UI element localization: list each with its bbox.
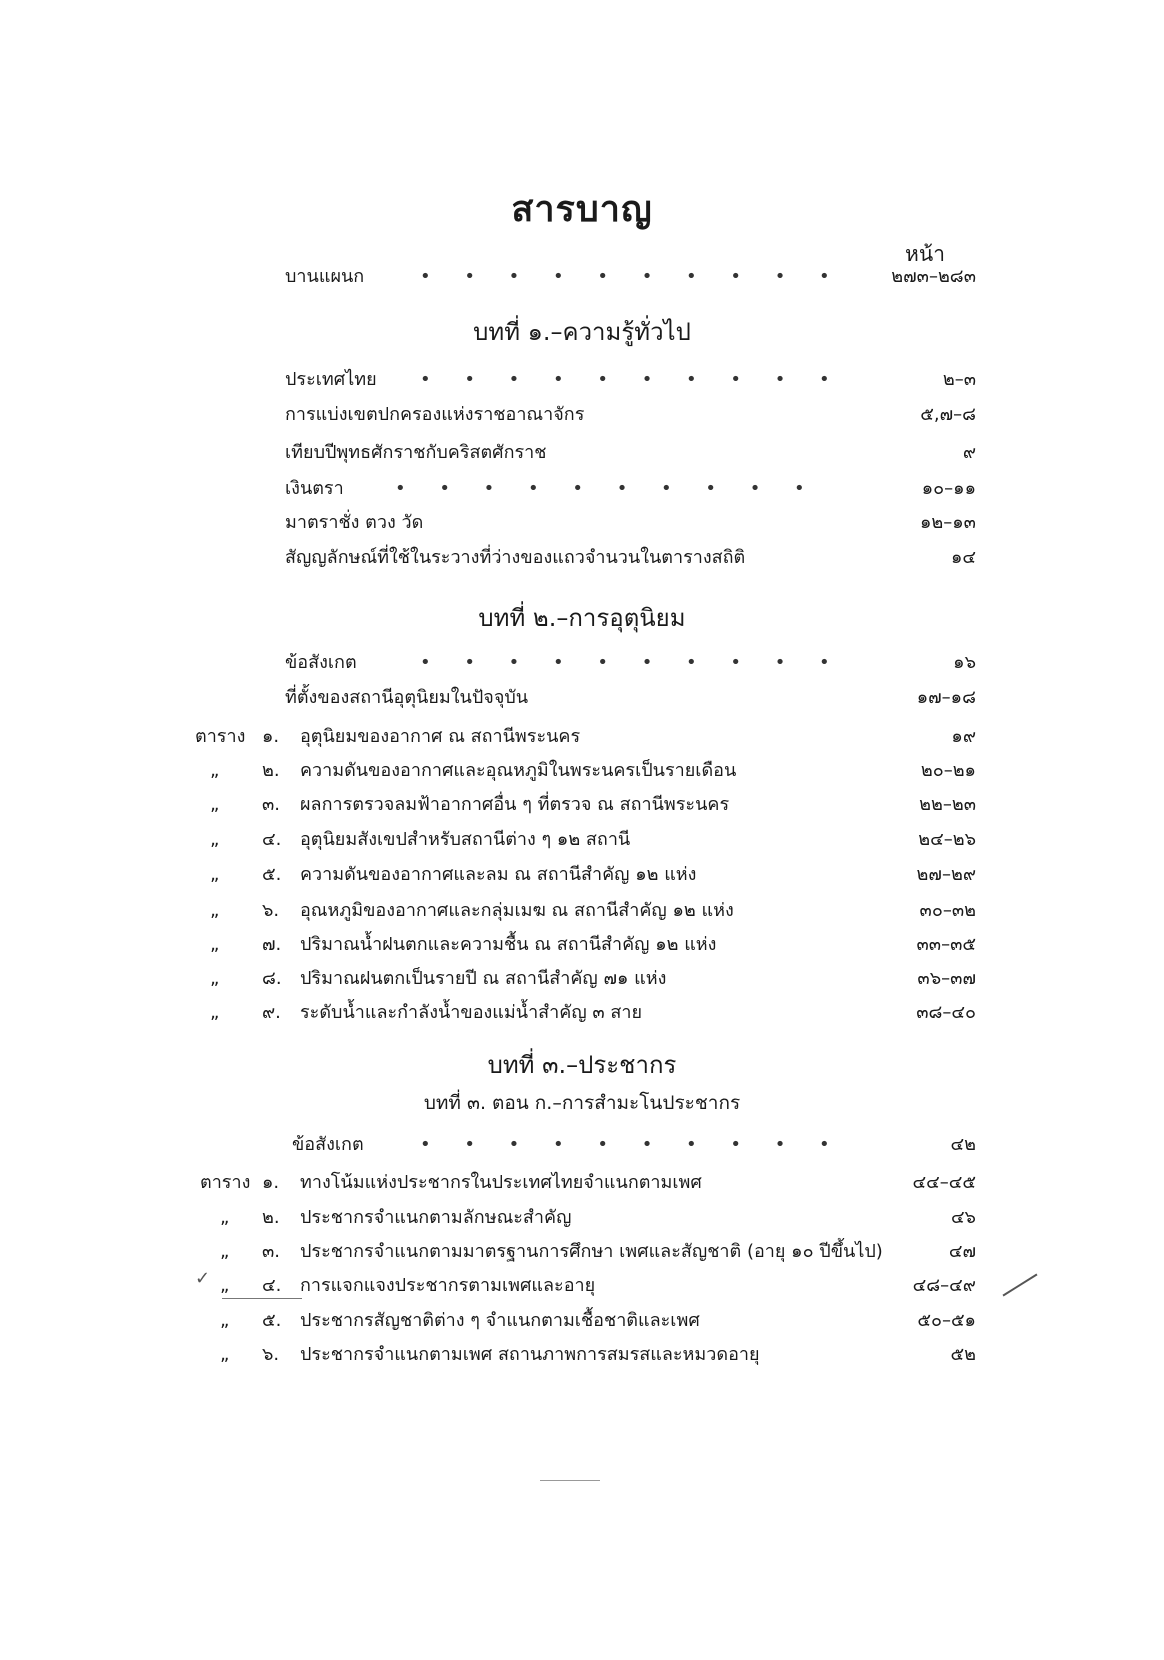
- leader-dots: • • • • • • • • • •: [420, 652, 844, 673]
- table-row: [0, 896, 1164, 926]
- chapter-3-heading: บทที่ ๓.–ประชากร: [487, 1051, 677, 1079]
- table-prefix: „: [220, 1275, 230, 1296]
- table-label: การแจกแจงประชากรตามเพศและอายุ: [300, 1275, 596, 1296]
- toc-page: ๓๘–๔๐: [916, 1002, 976, 1023]
- toc-page: ๑๔: [950, 547, 976, 568]
- table-label: ปริมาณน้ำฝนตกและความชื้น ณ สถานีสำคัญ ๑๒ แห่ง: [300, 934, 717, 955]
- table-prefix: „: [210, 934, 220, 955]
- toc-page: ๔๔–๔๕: [912, 1172, 976, 1193]
- table-prefix: „: [210, 1002, 220, 1023]
- table-number: ๖.: [262, 900, 280, 921]
- leader-dots: • • • • • • • • • •: [420, 1134, 844, 1155]
- table-prefix: „: [220, 1207, 230, 1228]
- toc-page: ๒๒–๒๓: [919, 794, 976, 815]
- table-row: [0, 756, 1164, 786]
- toc-page: ๕๒: [950, 1344, 976, 1365]
- table-number: ๒.: [262, 760, 280, 781]
- table-prefix: „: [210, 900, 220, 921]
- table-row: [0, 1237, 1164, 1267]
- toc-row: [0, 474, 1164, 504]
- toc-page: ๑๙: [951, 726, 976, 747]
- table-number: ๒.: [262, 1207, 280, 1228]
- table-number: ๗.: [262, 934, 282, 955]
- toc-label: เทียบปีพุทธศักราชกับคริสตศักราช: [285, 442, 547, 463]
- table-prefix: „: [210, 760, 220, 781]
- table-prefix: ตาราง: [195, 726, 246, 747]
- table-number: ๔.: [262, 829, 282, 850]
- leader-dots: • • • • • • • • • •: [395, 478, 819, 499]
- toc-page: ๒๐–๒๑: [920, 760, 976, 781]
- toc-row: [0, 365, 1164, 395]
- page-footer-rule: [540, 1480, 600, 1481]
- table-number: ๕.: [262, 864, 282, 885]
- table-prefix: „: [210, 829, 220, 850]
- toc-page: ๑๖: [953, 652, 976, 673]
- table-label: ประชากรจำแนกตามลักษณะสำคัญ: [300, 1207, 572, 1228]
- toc-row-intro: [0, 262, 1164, 292]
- toc-page: ๑๐–๑๑: [921, 478, 976, 499]
- table-prefix: „: [220, 1241, 230, 1262]
- toc-label: สัญญลักษณ์ที่ใช้ในระวางที่ว่างของแถวจำนวนในตารางสถิติ: [285, 547, 746, 568]
- toc-page: ๕,๗–๘: [920, 404, 976, 425]
- toc-page: ๑๒–๑๓: [919, 512, 976, 533]
- toc-page: ๒๔–๒๖: [918, 829, 976, 850]
- toc-row: [0, 543, 1164, 573]
- table-prefix: „: [210, 864, 220, 885]
- pen-underline-mark: [222, 1298, 302, 1299]
- table-row: [0, 964, 1164, 994]
- toc-label: ที่ตั้งของสถานีอุตุนิยมในปัจจุบัน: [285, 687, 529, 708]
- table-row: [0, 825, 1164, 855]
- toc-page: ๒–๓: [942, 369, 976, 390]
- table-label: ทางโน้มแห่งประชากรในประเทศไทยจำแนกตามเพศ: [300, 1172, 702, 1193]
- toc-label: การแบ่งเขตปกครองแห่งราชอาณาจักร: [285, 404, 585, 425]
- table-label: ปริมาณฝนตกเป็นรายปี ณ สถานีสำคัญ ๗๑ แห่ง: [300, 968, 667, 989]
- table-number: ๓.: [262, 794, 281, 815]
- table-row: [0, 930, 1164, 960]
- table-row: [0, 1203, 1164, 1233]
- table-label: ประชากรจำแนกตามมาตรฐานการศึกษา เพศและสัญชาติ (อายุ ๑๐ ปีขึ้นไป): [300, 1241, 883, 1262]
- table-number: ๓.: [262, 1241, 281, 1262]
- toc-label: มาตราชั่ง ตวง วัด: [285, 512, 424, 533]
- toc-label: ประเทศไทย: [285, 369, 377, 390]
- chapter-2-heading: บทที่ ๒.–การอุตุนิยม: [478, 604, 686, 632]
- table-label: อุตุนิยมของอากาศ ณ สถานีพระนคร: [300, 726, 581, 747]
- table-row: [0, 998, 1164, 1028]
- table-prefix: ตาราง: [200, 1172, 251, 1193]
- table-number: ๖.: [262, 1344, 280, 1365]
- toc-page: ๔๒: [950, 1134, 976, 1155]
- table-label: ผลการตรวจลมฟ้าอากาศอื่น ๆ ที่ตรวจ ณ สถานีพระนคร: [300, 794, 730, 815]
- table-label: ประชากรสัญชาติต่าง ๆ จำแนกตามเชื้อชาติและเพศ: [300, 1310, 700, 1331]
- toc-label: บานแผนก: [285, 266, 365, 287]
- table-number: ๘.: [262, 968, 282, 989]
- table-prefix: „: [220, 1310, 230, 1331]
- toc-page: ๔๗: [948, 1241, 976, 1262]
- chapter-1-heading: บทที่ ๑.–ความรู้ทั่วไป: [473, 318, 691, 346]
- table-label: ประชากรจำแนกตามเพศ สถานภาพการสมรสและหมวดอายุ: [300, 1344, 760, 1365]
- table-number: ๙.: [262, 1002, 281, 1023]
- toc-row: [0, 1130, 1164, 1160]
- table-label: อุณหภูมิของอากาศและกลุ่มเมฆ ณ สถานีสำคัญ ๑๒ แห่ง: [300, 900, 734, 921]
- toc-page: ๒๗๓–๒๘๓: [891, 266, 976, 287]
- table-row: [0, 1306, 1164, 1336]
- toc-page: ๔๖: [950, 1207, 976, 1228]
- toc-row: [0, 438, 1164, 468]
- toc-page: ๒๗–๒๙: [916, 864, 976, 885]
- table-label: ระดับน้ำและกำลังน้ำของแม่น้ำสำคัญ ๓ สาย: [300, 1002, 643, 1023]
- toc-page: ๓๖–๓๗: [917, 968, 976, 989]
- page-column-header: หน้า: [905, 242, 945, 266]
- table-prefix: „: [210, 794, 220, 815]
- toc-row: [0, 400, 1164, 430]
- table-label: อุตุนิยมสังเขปสำหรับสถานีต่าง ๆ ๑๒ สถานี: [300, 829, 631, 850]
- table-prefix: „: [220, 1344, 230, 1365]
- table-row: [0, 1168, 1164, 1198]
- table-row: [0, 1340, 1164, 1370]
- toc-page: ๓๓–๓๕: [916, 934, 976, 955]
- table-row: [0, 1271, 1164, 1301]
- toc-page: ๔๘–๔๙: [912, 1275, 976, 1296]
- table-row: [0, 722, 1164, 752]
- toc-page: ๕๐–๕๑: [917, 1310, 976, 1331]
- table-number: ๕.: [262, 1310, 282, 1331]
- page-title: สารบาญ: [511, 189, 653, 230]
- toc-page: ๑๗–๑๘: [916, 687, 976, 708]
- table-row: [0, 860, 1164, 890]
- check-mark-icon: ✓: [195, 1268, 211, 1289]
- table-row: [0, 790, 1164, 820]
- table-number: ๑.: [262, 1172, 280, 1193]
- toc-label: ข้อสังเกต: [285, 652, 357, 673]
- leader-dots: • • • • • • • • • •: [420, 369, 844, 390]
- toc-row: [0, 683, 1164, 713]
- table-number: ๑.: [262, 726, 280, 747]
- table-label: ความดันของอากาศและอุณหภูมิในพระนครเป็นรายเดือน: [300, 760, 737, 781]
- toc-label: เงินตรา: [285, 478, 344, 499]
- chapter-3-subheading: บทที่ ๓. ตอน ก.–การสำมะโนประชากร: [423, 1092, 741, 1114]
- toc-row: [0, 648, 1164, 678]
- table-label: ความดันของอากาศและลม ณ สถานีสำคัญ ๑๒ แห่ง: [300, 864, 697, 885]
- leader-dots: • • • • • • • • • •: [420, 266, 844, 287]
- toc-page: ๙: [962, 442, 976, 463]
- table-number: ๔.: [262, 1275, 282, 1296]
- toc-row: [0, 508, 1164, 538]
- table-prefix: „: [210, 968, 220, 989]
- toc-page: ๓๐–๓๒: [919, 900, 976, 921]
- toc-label: ข้อสังเกต: [292, 1134, 364, 1155]
